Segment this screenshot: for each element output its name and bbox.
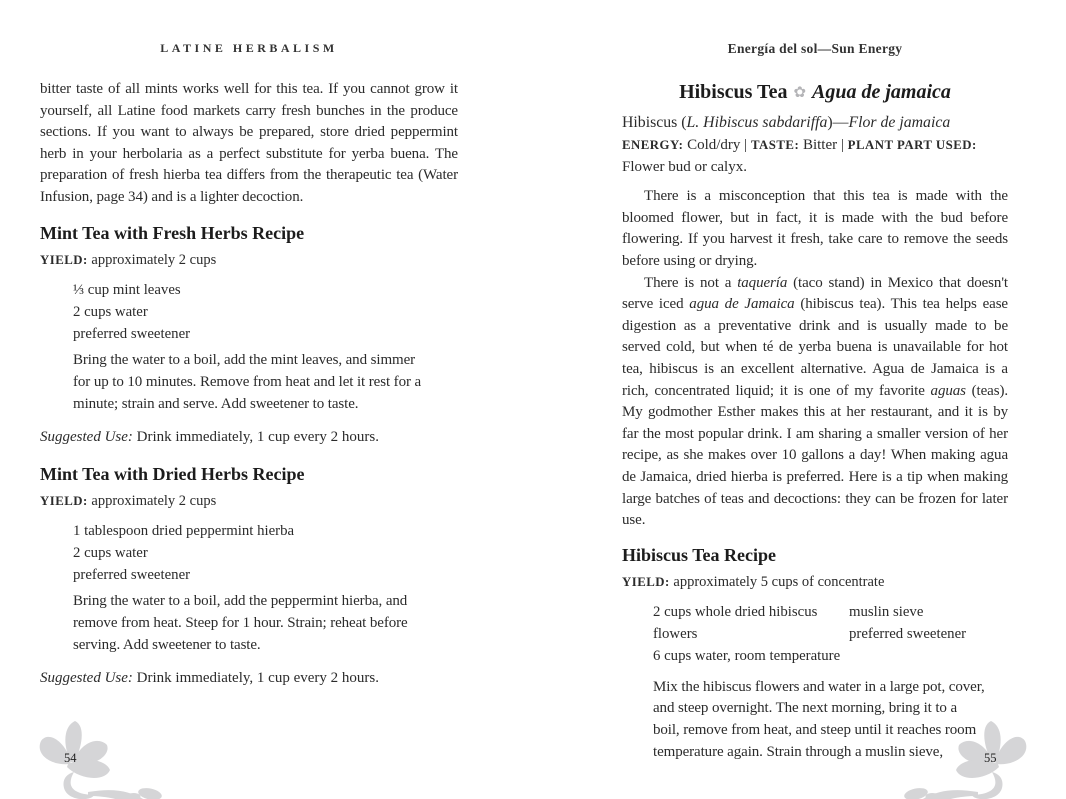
page-number-right: 55	[984, 751, 997, 765]
ingredient-item: 6 cups water, room temperature	[653, 648, 841, 665]
flower-decoration-left	[28, 714, 223, 799]
ingredient-item: preferred sweetener	[849, 625, 967, 642]
ingredient-list	[73, 520, 458, 587]
ingredient-list	[73, 279, 458, 346]
recipe-instructions: Bring the water to a boil, add the mint leaves, and simmer for up to 10 minutes. Remove from heat and let it rest for a minute; strain and serve. Add sweetener to taste.	[73, 352, 422, 412]
chapter-recipe-title	[622, 79, 1008, 106]
body-paragraph-1: There is a misconception that this tea is made with the bloomed flower, but in fact, it is made with the bud before flowering. If you harvest it fresh, take care to remove the seeds before using or drying.	[622, 188, 1008, 269]
ingredient-item: muslin sieve	[849, 603, 924, 620]
plant-properties-line: ENERGY: Cold/dry | TASTE: Bitter | PLANT PART USED: Flower bud or calyx.	[622, 137, 977, 175]
page-right	[622, 0, 1008, 799]
ingredient-item: ⅓ cup mint leaves	[73, 281, 181, 298]
yield-line: YIELD: approximately 2 cups	[40, 251, 217, 268]
ingredient-list	[849, 601, 1008, 668]
ingredient-columns	[653, 601, 1008, 668]
running-head-right: Energía del sol—Sun Energy	[727, 41, 903, 56]
ingredient-item: preferred sweetener	[73, 326, 191, 343]
recipe-instructions: Bring the water to a boil, add the peppermint hierba, and remove from heat. Steep for 1 hour. Strain; reheat before serving. Add sweetener to taste.	[73, 593, 408, 653]
recipe-fresh-herbs	[40, 222, 458, 448]
running-head-left: LATINE HERBALISM	[160, 41, 338, 55]
recipe-title: Hibiscus Tea Recipe	[622, 544, 777, 565]
yield-line: YIELD: approximately 5 cups of concentrate	[622, 573, 885, 590]
recipe-dried-herbs	[40, 463, 458, 689]
ingredient-item: 2 cups whole dried hibiscus flowers	[653, 603, 818, 642]
ingredient-item: 2 cups water	[73, 544, 148, 561]
botanical-subtitle: Hibiscus (L. Hibiscus sabdariffa)—Flor de jamaica	[622, 114, 951, 131]
yield-line: YIELD: approximately 2 cups	[40, 492, 217, 509]
suggested-use: Suggested Use: Drink immediately, 1 cup every 2 hours.	[40, 669, 379, 686]
florette-icon: ✿	[793, 85, 807, 101]
recipe-title: Mint Tea with Dried Herbs Recipe	[40, 463, 305, 484]
flower-decoration-right	[843, 714, 1038, 799]
page-left	[40, 0, 458, 799]
title-english: Hibiscus Tea	[679, 81, 788, 103]
ingredient-list	[653, 601, 849, 668]
page-right-content	[622, 79, 1008, 763]
ingredient-item: preferred sweetener	[73, 567, 191, 584]
title-spanish: Agua de jamaica	[812, 81, 951, 103]
intro-paragraph: bitter taste of all mints works well for this tea. If you cannot grow it yourself, all Latine food markets carry fresh bunches in the produce sections. If you want to always be prepared, store dried peppermint herb in your herbolaria as a perfect substitute for yerba buena. The preparation of fresh hierba tea differs from the therapeutic tea (Water Infusion, page 34) and is a lighter decoction.	[40, 81, 458, 205]
ingredient-item: 2 cups water	[73, 303, 148, 320]
ingredient-item: 1 tablespoon dried peppermint hierba	[73, 522, 295, 539]
suggested-use: Suggested Use: Drink immediately, 1 cup every 2 hours.	[40, 428, 379, 445]
body-paragraph-2: There is not a taquería (taco stand) in Mexico that doesn't serve iced agua de Jamaica (hibiscus tea). This tea helps ease digestion as a preventative drink and is usually made to be served cold, but when té de yerba buena is unavailable for hot tea, hibiscus is an excellent alternative. Agua de Jamaica is a rich, concentrated liquid; it is one of my favorite aguas (teas). My godmother Esther makes this at her restaurant, and it is by far the most popular drink. I am sharing a smaller version of her recipe, as she makes over 10 gallons a day! When making agua de Jamaica, dried hierba is preferred. Here is a tip when making large batches of teas and decoctions: they can be frozen for later use.	[622, 274, 1008, 529]
recipe-title: Mint Tea with Fresh Herbs Recipe	[40, 222, 305, 243]
recipe-instructions: Mix the hibiscus flowers and water in a large pot, cover, and steep overnight. The next morning, bring it to a boil, remove from heat, and steep until it reaches room temperature again. Strain through a muslin sieve,	[653, 678, 985, 760]
page-left-content	[40, 79, 458, 689]
page-number-left: 54	[64, 751, 77, 765]
